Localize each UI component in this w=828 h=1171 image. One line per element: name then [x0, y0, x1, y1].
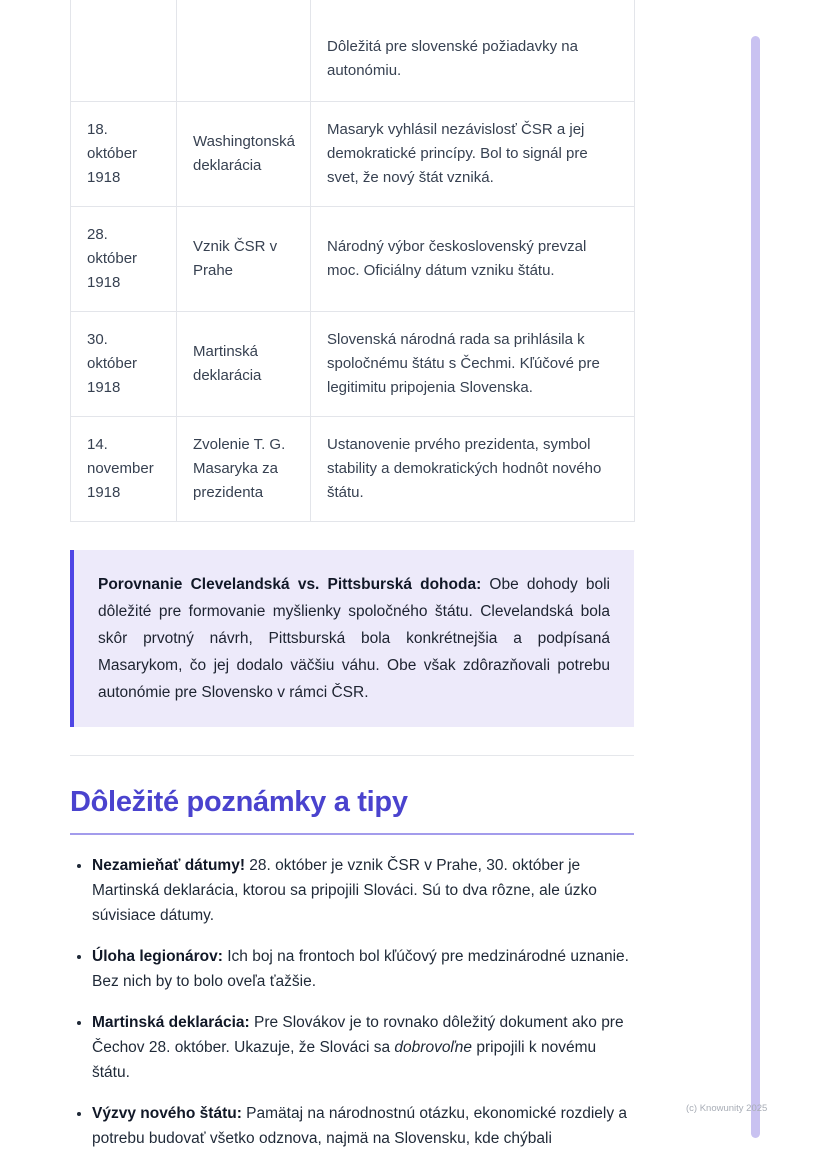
table-row: [71, 101, 635, 206]
cell-description: Dôležitá pre slovenské požiadavky na autonómiu.: [311, 0, 635, 101]
cell-date: 18. október 1918: [71, 101, 177, 206]
table-row: [71, 0, 635, 101]
cell-description: Slovenská národná rada sa prihlásila k spoločnému štátu s Čechmi. Kľúčové pre legitimitu pripojenia Slovenska.: [311, 311, 635, 416]
page-edge-strip: [751, 36, 760, 1138]
list-item: [92, 853, 634, 928]
bullet-text: Ich boj na frontoch bol kľúčový pre medzinárodné uznanie. Bez nich by to bolo oveľa ťažšie.: [92, 947, 629, 990]
bullet-bold: Martinská deklarácia:: [92, 1013, 250, 1031]
callout-title: Porovnanie Clevelandská vs. Pittsburská dohoda:: [98, 575, 482, 593]
comparison-callout: [70, 550, 634, 727]
table-row: [71, 416, 635, 521]
notes-list: [70, 853, 634, 1151]
cell-name: Martinská deklarácia: [177, 311, 311, 416]
cell-date: 28. október 1918: [71, 206, 177, 311]
bullet-text: Pamätaj na národnostnú otázku, ekonomické rozdiely a potrebu budovať všetko odznova, najmä na Slovensku, kde chýbali: [92, 1104, 628, 1147]
section-title: Dôležité poznámky a tipy: [70, 785, 408, 818]
bullet-text: Pre Slovákov je to rovnako dôležitý dokument ako pre Čechov 28. október. Ukazuje, že Slováci sa: [92, 1013, 624, 1056]
cell-name: [177, 0, 311, 101]
bullet-text: 28. október je vznik ČSR v Prahe, 30. október je Martinská deklarácia, ktorou sa pripojili Slováci. Sú to dva rôzne, ale úzko súvisiace dátumy.: [92, 856, 597, 924]
cell-name: Vznik ČSR v Prahe: [177, 206, 311, 311]
list-item: [92, 1101, 634, 1151]
bullet-bold: Výzvy nového štátu:: [92, 1104, 242, 1122]
cell-date: [71, 0, 177, 101]
heading-rule: [70, 833, 634, 835]
cell-date: 14. november 1918: [71, 416, 177, 521]
bullet-italic: dobrovoľne: [394, 1038, 473, 1056]
divider: [70, 755, 634, 756]
callout-text: Obe dohody boli dôležité pre formovanie myšlienky spoločného štátu. Clevelandská bola skôr prvotný návrh, Pittsburská bola konkrétnejšia a podpísaná Masarykom, čo jej dodalo väčšiu váhu. Obe však zdôrazňovali potrebu autonómie pre Slovensko v rámci ČSR.: [98, 575, 610, 701]
bullet-text: pripojili k novému štátu.: [92, 1038, 597, 1081]
cell-description: Masaryk vyhlásil nezávislosť ČSR a jej demokratické princípy. Bol to signál pre svet, že nový štát vzniká.: [311, 101, 635, 206]
list-item: [92, 1010, 634, 1085]
table-row: [71, 311, 635, 416]
cell-date: 30. október 1918: [71, 311, 177, 416]
cell-name: Zvolenie T. G. Masaryka za prezidenta: [177, 416, 311, 521]
timeline-table: [70, 0, 635, 522]
table-row: [71, 206, 635, 311]
watermark: (c) Knowunity 2025: [686, 1103, 768, 1114]
cell-name: Washingtonská deklarácia: [177, 101, 311, 206]
list-item: [92, 944, 634, 994]
cell-description: Národný výbor československý prevzal moc. Oficiálny dátum vzniku štátu.: [311, 206, 635, 311]
bullet-bold: Nezamieňať dátumy!: [92, 856, 245, 874]
document-content: [70, 0, 634, 1167]
cell-description: Ustanovenie prvého prezidenta, symbol stability a demokratických hodnôt nového štátu.: [311, 416, 635, 521]
bullet-bold: Úloha legionárov:: [92, 947, 223, 965]
